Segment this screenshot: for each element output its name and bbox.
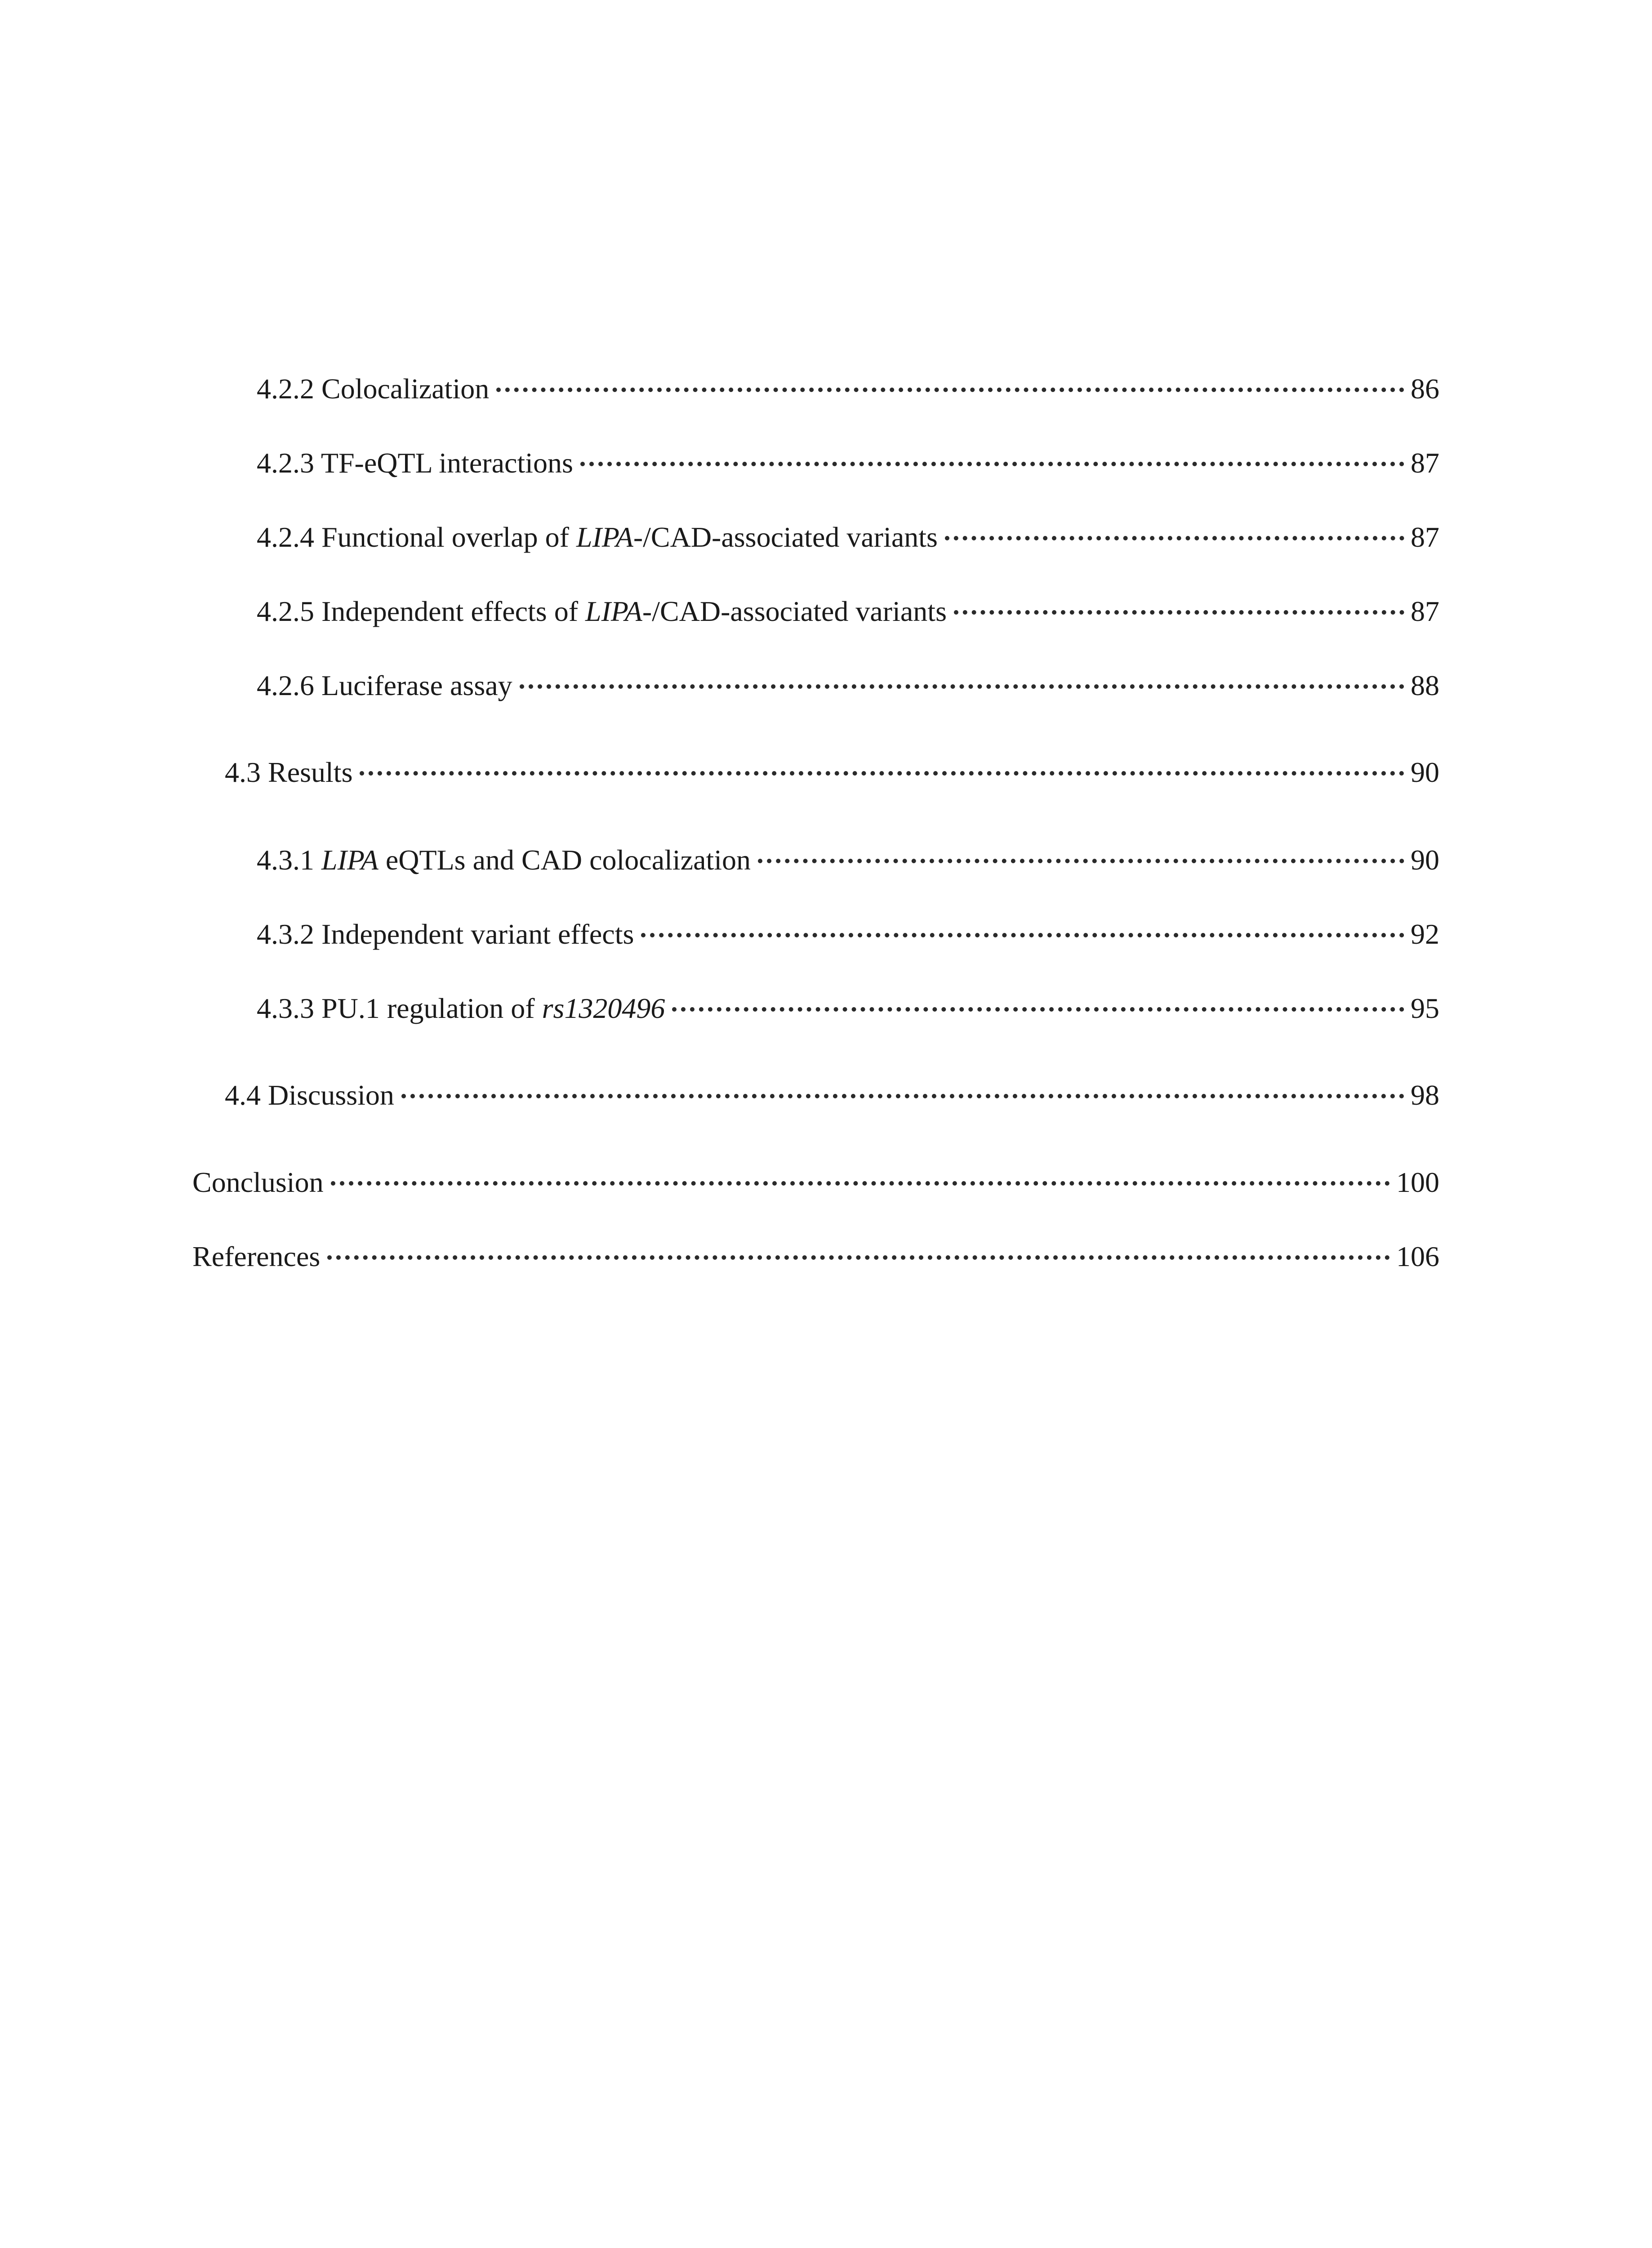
toc-entry-title-text: 4.3.3 PU.1 regulation of (257, 992, 542, 1024)
toc-entry[interactable] (192, 1236, 1439, 1277)
toc-dot-leader (331, 1181, 1390, 1186)
toc-entry[interactable] (257, 914, 1439, 955)
toc-entry-title-italic: rs1320496 (542, 992, 665, 1024)
toc-entry[interactable] (257, 369, 1439, 409)
toc-entry[interactable] (257, 443, 1439, 483)
toc-entry[interactable] (257, 591, 1439, 632)
toc-entry-title (257, 665, 512, 706)
toc-entry-title (257, 840, 751, 880)
toc-page-number: 95 (1411, 992, 1439, 1024)
toc-entry-title-text: 4.3 Results (225, 756, 353, 788)
toc-dot-leader (945, 536, 1404, 540)
toc-dot-leader (641, 933, 1404, 937)
toc-dot-leader (360, 771, 1404, 776)
toc-entry-title-text: eQTLs and CAD colocalization (378, 844, 751, 876)
toc-entry-title-text: 4.2.5 Independent effects of (257, 595, 585, 627)
toc-entry[interactable] (257, 840, 1439, 880)
toc-entry-title (257, 369, 489, 409)
toc-entry-title-text: 4.3.2 Independent variant effects (257, 918, 634, 950)
toc-dot-leader (520, 684, 1404, 689)
toc-page-number: 87 (1411, 521, 1439, 553)
toc-entry-title-text: 4.2.3 TF-eQTL interactions (257, 447, 573, 479)
toc-page-number: 90 (1411, 844, 1439, 876)
toc-entry[interactable] (192, 1162, 1439, 1203)
toc-page-number: 92 (1411, 918, 1439, 950)
toc-entry-title-text: -/CAD-associated variants (642, 595, 947, 627)
toc-entry-title (257, 517, 938, 558)
toc-page-number: 100 (1396, 1166, 1439, 1198)
toc-entry[interactable] (257, 665, 1439, 706)
toc-entry-title (225, 1075, 394, 1115)
toc-entry[interactable] (225, 1075, 1439, 1115)
toc-entry-title-text: 4.2.6 Luciferase assay (257, 669, 512, 701)
toc-dot-leader (496, 388, 1404, 392)
toc-entry-title-text: 4.2.4 Functional overlap of (257, 521, 576, 553)
toc-entry-title (192, 1162, 324, 1203)
toc-entry-title-text: 4.2.2 Colocalization (257, 373, 490, 405)
toc-page-number: 87 (1411, 595, 1439, 627)
toc-entry-title-text: 4.4 Discussion (225, 1079, 394, 1111)
toc-entry[interactable] (257, 517, 1439, 558)
toc-entry-title-text: 4.3.1 (257, 844, 321, 876)
toc-entry-title-italic: LIPA (321, 844, 378, 876)
toc-entry-title (257, 443, 573, 483)
toc-page-number: 88 (1411, 669, 1439, 701)
toc-page-number: 87 (1411, 447, 1439, 479)
toc-entry-title-text: -/CAD-associated variants (633, 521, 938, 553)
toc-entry-title-italic: LIPA (576, 521, 633, 553)
toc-dot-leader (758, 859, 1404, 863)
toc-page-number: 86 (1411, 373, 1439, 405)
toc-entry[interactable] (257, 988, 1439, 1029)
toc-entry[interactable] (225, 752, 1439, 793)
toc-page-number: 106 (1396, 1240, 1439, 1272)
toc-entry-title-italic: LIPA (585, 595, 642, 627)
toc-dot-leader (401, 1094, 1404, 1098)
toc-entry-title (192, 1236, 320, 1277)
toc-page-number: 90 (1411, 756, 1439, 788)
toc-entry-title-text: Conclusion (192, 1166, 324, 1198)
toc-dot-leader (580, 462, 1404, 466)
toc-page-number: 98 (1411, 1079, 1439, 1111)
toc-dot-leader (327, 1255, 1390, 1260)
toc-entry-title (257, 591, 947, 632)
toc-entry-title (225, 752, 352, 793)
toc-dot-leader (672, 1007, 1404, 1012)
toc-entry-title-text: References (192, 1240, 321, 1272)
toc-entry-title (257, 914, 634, 955)
toc-entry-title (257, 988, 665, 1029)
toc-dot-leader (954, 610, 1404, 615)
